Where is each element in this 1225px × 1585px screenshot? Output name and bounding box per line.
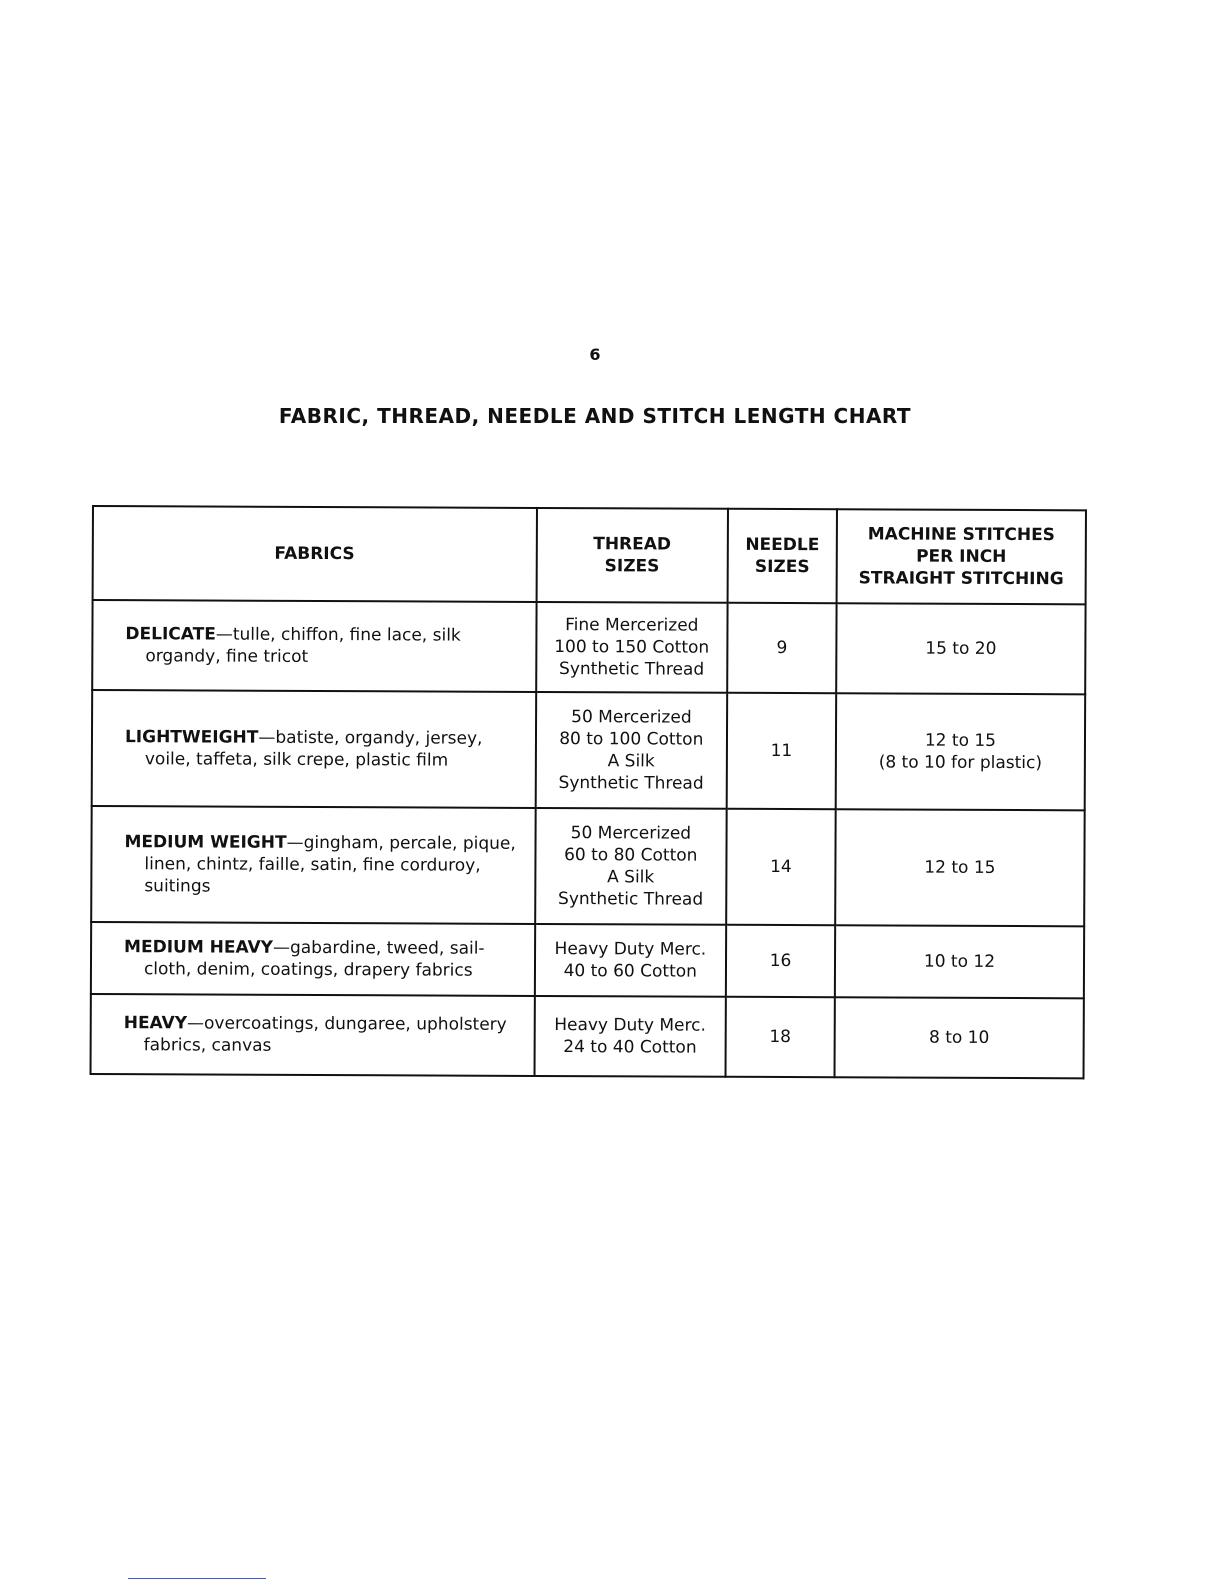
- fabric-name: MEDIUM HEAVY: [124, 937, 274, 958]
- fabric-name: LIGHTWEIGHT: [124, 727, 259, 748]
- fabric-description: —batiste, organdy, jersey, voile, taffeta, silk crepe, plastic film: [144, 727, 483, 771]
- thread-size-cell: Heavy Duty Merc. 24 to 40 Cotton: [534, 996, 726, 1077]
- fabric-cell: [91, 806, 535, 924]
- table-row-medium-weight: [91, 806, 1084, 926]
- thread-size-cell: Fine Mercerized 100 to 150 Cotton Synthetic Thread: [536, 602, 728, 693]
- fabric-cell: [92, 600, 536, 692]
- needle-size-cell: 16: [726, 925, 835, 997]
- fabric-description: —tulle, chiffon, fine lace, silk organdy, fine tricot: [145, 624, 461, 667]
- thread-size-cell: Heavy Duty Merc. 40 to 60 Cotton: [534, 924, 726, 997]
- needle-size-cell: 11: [727, 693, 836, 809]
- chart-title: FABRIC, THREAD, NEEDLE AND STITCH LENGTH CHART: [278, 404, 912, 428]
- fabric-cell: [91, 922, 535, 996]
- fabric-description: —gabardine, tweed, sail-cloth, denim, coatings, drapery fabrics: [143, 937, 485, 981]
- fabric-name: MEDIUM WEIGHT: [124, 832, 287, 853]
- bottom-underline-fragment: [128, 1578, 266, 1579]
- stitches-cell: 12 to 15 (8 to 10 for plastic): [836, 693, 1086, 810]
- fabric-name: HEAVY: [123, 1013, 188, 1034]
- table-row-delicate: [92, 600, 1085, 694]
- stitches-cell: 8 to 10: [834, 997, 1083, 1078]
- needle-size-cell: 9: [727, 603, 836, 693]
- header-row: [93, 506, 1086, 604]
- header-fabrics: FABRICS: [93, 506, 537, 602]
- fabric-cell: [92, 690, 536, 808]
- table-row-medium-heavy: [91, 922, 1084, 998]
- thread-size-cell: 50 Mercerized 80 to 100 Cotton A Silk Synthetic Thread: [535, 692, 727, 809]
- needle-size-cell: 14: [726, 809, 835, 925]
- fabric-cell: [91, 994, 535, 1076]
- fabric-description: —gingham, percale, pique, linen, chintz, faille, satin, fine corduroy, suitings: [144, 832, 516, 897]
- fabric-description: —overcoatings, dungaree, upholstery fabrics, canvas: [143, 1013, 507, 1056]
- stitches-cell: 10 to 12: [835, 925, 1084, 998]
- needle-size-cell: 18: [726, 997, 835, 1077]
- fabric-name: DELICATE: [125, 624, 216, 645]
- header-machine-stitches: MACHINE STITCHES PER INCH STRAIGHT STITCHING: [837, 509, 1086, 604]
- stitches-cell: 15 to 20: [836, 603, 1085, 694]
- header-needle-sizes: NEEDLE SIZES: [728, 509, 837, 603]
- table-row-lightweight: [92, 690, 1085, 810]
- fabric-thread-needle-chart: [90, 505, 1087, 1079]
- table-row-heavy: [91, 994, 1084, 1078]
- page-number: 6: [589, 345, 601, 364]
- thread-size-cell: 50 Mercerized 60 to 80 Cotton A Silk Synthetic Thread: [535, 808, 727, 925]
- header-thread-sizes: THREAD SIZES: [536, 508, 728, 603]
- stitches-cell: 12 to 15: [835, 809, 1085, 926]
